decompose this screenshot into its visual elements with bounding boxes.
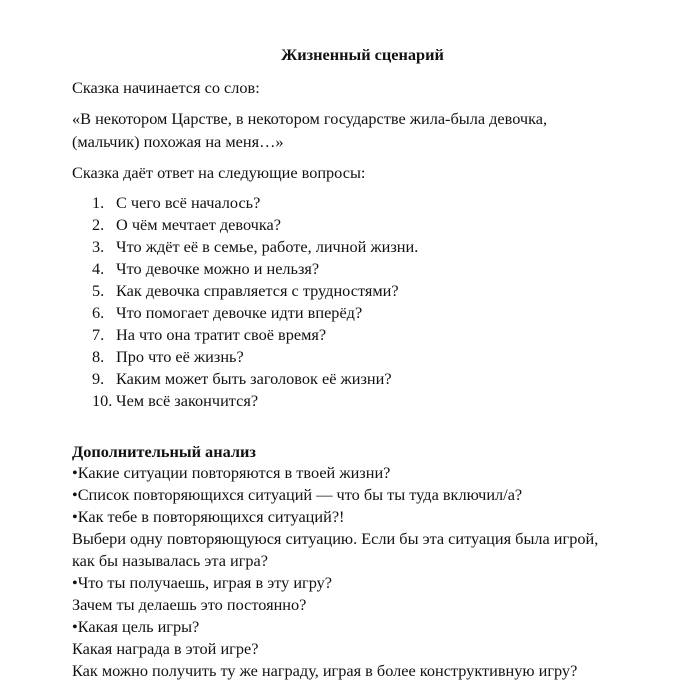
list-item: Как девочка справляется с трудностями?	[116, 281, 399, 300]
list-item-number: 10.	[92, 391, 113, 410]
list-item: Что ждёт её в семье, работе, личной жизни.	[116, 237, 419, 256]
list-item-number: 2.	[92, 215, 105, 234]
list-item-number: 5.	[92, 281, 105, 300]
list-item: Что девочке можно и нельзя?	[116, 259, 320, 278]
page-title: Жизненный сценарий	[281, 45, 444, 64]
analysis-line: Выбери одну повторяющуюся ситуацию. Если бы эта ситуация была игрой,	[72, 529, 599, 548]
list-item: Каким может быть заголовок её жизни?	[116, 369, 392, 388]
list-item: С чего всё началось?	[116, 193, 261, 212]
list-item: Про что её жизнь?	[116, 347, 244, 366]
list-item: Что помогает девочке идти вперёд?	[116, 303, 363, 322]
list-item: На что она тратит своё время?	[116, 325, 327, 344]
analysis-heading: Дополнительный анализ	[72, 442, 256, 461]
list-item-number: 9.	[92, 369, 105, 388]
quote-line-2: (мальчик) похожая на меня…»	[72, 132, 284, 151]
questions-intro: Сказка даёт ответ на следующие вопросы:	[72, 163, 366, 182]
quote-line-1: «В некотором Царстве, в некотором государстве жила-была девочка,	[72, 109, 548, 128]
analysis-line: •Какие ситуации повторяются в твоей жизни?	[72, 463, 391, 482]
list-item: Чем всё закончится?	[116, 391, 259, 410]
list-item-number: 3.	[92, 237, 105, 256]
analysis-line: Зачем ты делаешь это постоянно?	[72, 595, 307, 614]
list-item-number: 6.	[92, 303, 105, 322]
analysis-line: как бы называлась эта игра?	[72, 551, 268, 570]
analysis-line: •Что ты получаешь, играя в эту игру?	[72, 573, 333, 592]
list-item-number: 4.	[92, 259, 105, 278]
analysis-line: •Какая цель игры?	[72, 617, 200, 636]
analysis-line: Какая награда в этой игре?	[72, 639, 259, 658]
analysis-line: •Список повторяющихся ситуаций — что бы ты туда включил/а?	[72, 485, 523, 504]
analysis-line: •Как тебе в повторяющихся ситуаций?!	[72, 507, 345, 526]
intro-text: Сказка начинается со слов:	[72, 78, 260, 97]
list-item-number: 8.	[92, 347, 105, 366]
list-item: О чём мечтает девочка?	[116, 215, 281, 234]
analysis-line: Как можно получить ту же награду, играя в более конструктивную игру?	[72, 661, 578, 680]
list-item-number: 1.	[92, 193, 105, 212]
list-item-number: 7.	[92, 325, 105, 344]
